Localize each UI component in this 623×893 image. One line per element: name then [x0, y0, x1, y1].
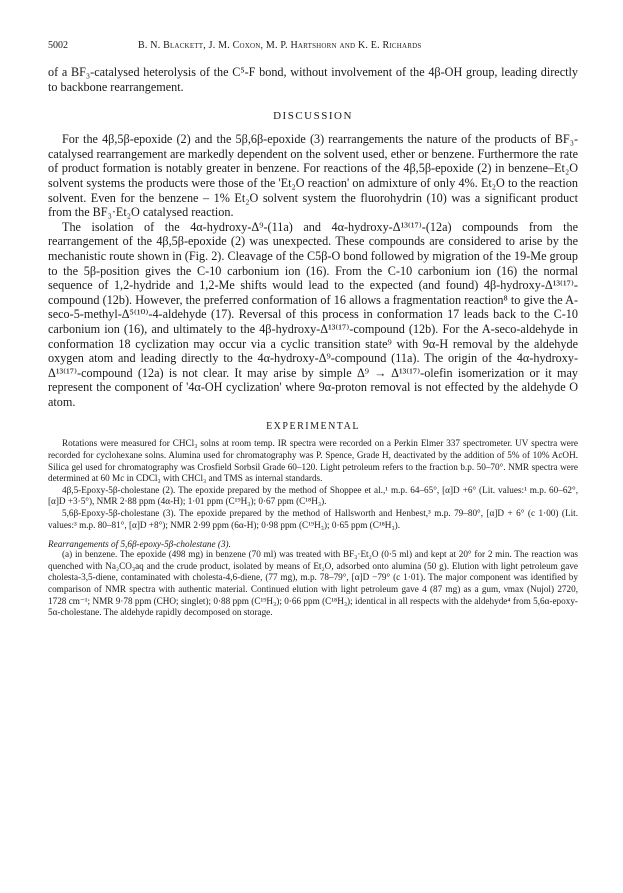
discussion-paragraph-2: The isolation of the 4α-hydroxy-Δ⁹-(11a) and 4α-hydroxy-Δ¹³⁽¹⁷⁾-(12a) compounds from the rearrangement of the 4β,5β-epoxide (2) was unexpected. These compounds are considered to arise by the mechanistic route shown in (Fig. 2). Cleavage of the C5β-O bond followed by migration of the 19-Me group to the 5β-position gives the C-10 carbonium ion (16). From the C-10 carbonium ion (16) the normal sequence of 1,2-hydride and 1,2-Me shifts would lead to the expected (and found) 4β-hydroxy-Δ¹³⁽¹⁷⁾-compound (12b). However, the preferred conformation of 16 allows a fragmentation reaction⁸ to give the A-seco-5-methyl-Δ⁵⁽¹⁰⁾-4-aldehyde (17). Reversal of this process in conformation 17 leads back to the C-10 carbonium ion (16), and ultimately to the 4β-hydroxy-Δ¹³⁽¹⁷⁾-compound (12b). For the A-seco-aldehyde in conformation 18 cyclization may occur via a cyclic transition state⁹ with 9α-H removal by the aldehyde oxygen atom and leading directly to the 4α-hydroxy-Δ⁹-compound (11a). The origin of the 4α-hydroxy-Δ¹³⁽¹⁷⁾-compound (12a) is not clear. It may arise by simple Δ⁹ → Δ¹³⁽¹⁷⁾-olefin isomerization or it may represent the component of '4α-OH cyclization' where 9α-proton removal is not effected by the aldehyde O atom. — [48, 219, 578, 409]
experimental-subheading: Rearrangements of 5,6β-epoxy-5β-cholestane (3). — [48, 539, 231, 550]
page-number: 5002 — [48, 40, 68, 51]
experimental-paragraph-2: 4β,5-Epoxy-5β-cholestane (2). The epoxide prepared by the method of Shoppee et al.,¹ m.p. 64–65°, [α]D +6° (Lit. values:¹ m.p. 60–62°, [α]D +3·5°), NMR 2·88 ppm (4α-H); 1·01 ppm (C¹⁹H₃); 0·67 ppm (C¹⁸H₃). — [48, 484, 578, 507]
discussion-heading: DISCUSSION — [273, 110, 353, 123]
experimental-paragraph-4: (a) in benzene. The epoxide (498 mg) in benzene (70 ml) was treated with BF₃·Et₂O (0·5 ml) and kept at 20° for 2 min. The reaction was quenched with Na₂CO₃aq and the crude product, isolated by means of Et₂O, adsorbed onto alumina (50 g). Elution with light petroleum gave cholesta-3,5-diene, contaminated with cholesta-4,6-diene, (77 mg), m.p. 78–79°, [α]D −79° (c 1·01). The major component was identified by comparison of NMR spectra with authentic material. Continued elution with light petroleum gave 4 (87 mg) as a gum, νmax (Nujol) 2720, 1728 cm⁻¹; NMR 9·78 ppm (CHO; singlet); 0·88 ppm (C¹⁹H₃); 0·66 ppm (C¹⁸H₃); identical in all respects with the aldehyde⁴ from 5,6α-epoxy-5α-cholestane. The aldehyde rapidly decomposed on storage. — [48, 549, 578, 618]
intro-paragraph: of a BF₃-catalysed heterolysis of the C⁵-F bond, without involvement of the 4β-OH group, leading directly to backbone rearrangement. — [48, 65, 578, 94]
paper-page — [48, 40, 578, 619]
experimental-heading: EXPERIMENTAL — [266, 421, 360, 433]
author-line: B. N. Blackett, J. M. Coxon, M. P. Hartshorn and K. E. Richards — [138, 40, 422, 51]
experimental-paragraph-1: Rotations were measured for CHCl₃ solns at room temp. IR spectra were recorded on a Perkin Elmer 337 spectrometer. UV spectra were recorded for cyclohexane solns. Alumina used for chromatography was P. Spence, Grade H, deactivated by the addition of 5% of 10% AcOH. Silica gel used for chromatography was Crosfield Sorbsil Grade 60–120. Light petroleum refers to the fraction b.p. 50–70°. NMR spectra were determined at 60 Mc in CDCl₃ with CHCl₃ and TMS as internal standards. — [48, 438, 578, 484]
discussion-paragraph-1: For the 4β,5β-epoxide (2) and the 5β,6β-epoxide (3) rearrangements the nature of the products of BF₃-catalysed rearrangement are markedly dependent on the solvent used, ether or benzene. Furthermore the rate of product formation is notably greater in benzene. For reactions of the 4β,5β-epoxide (2) in benzene–Et₂O solvent systems the products were those of the 'Et₂O reaction' on admixture of only 4%. Et₂O to the reaction solvent. Even for the benzene – 1% Et₂O solvent system the fluorohydrin (10) was a significant product from the BF₃·Et₂O catalysed reaction. — [48, 132, 578, 220]
experimental-paragraph-3: 5,6β-Epoxy-5β-cholestane (3). The epoxide prepared by the method of Hallsworth and Henbest,³ m.p. 79–80°, [α]D + 6° (c 1·00) (Lit. values:³ m.p. 80–81°, [α]D +8°); NMR 2·99 ppm (6α-H); 0·98 ppm (C¹⁹H₃); 0·65 ppm (C¹⁸H₃). — [48, 508, 578, 530]
running-header — [48, 40, 578, 51]
